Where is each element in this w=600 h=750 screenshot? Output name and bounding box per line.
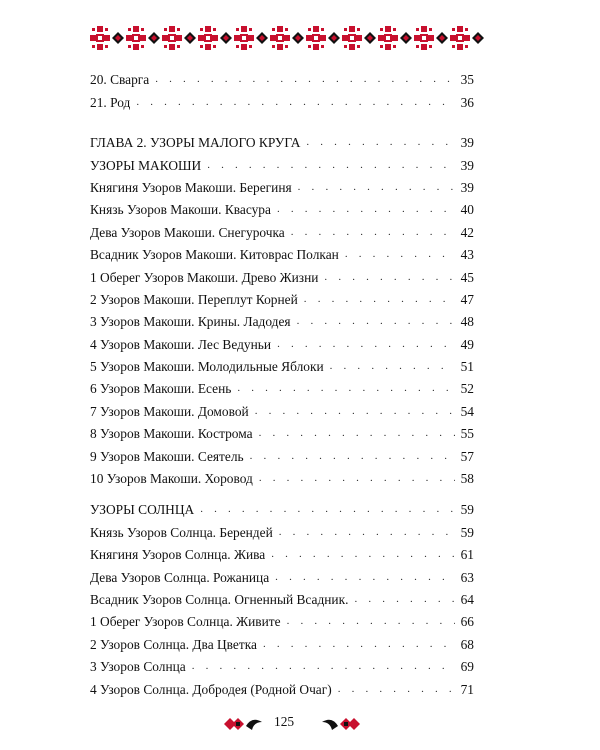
entry-title: 5 Узоров Макоши. Молодильные Яблоки [90,359,324,375]
toc-entry[interactable] [90,541,474,563]
entry-title: Княгиня Узоров Солнца. Жива [90,547,266,563]
dot-leader [277,204,455,215]
entry-title: 21. Род [90,94,131,110]
entry-page: 69 [460,659,474,675]
dot-leader [306,137,455,148]
entry-title: 9 Узоров Макоши. Сеятель [90,448,244,464]
entry-page: 48 [460,314,474,330]
dot-leader [250,451,455,462]
toc-entry[interactable] [90,196,474,218]
entry-title: Княгиня Узоров Макоши. Берегиня [90,179,292,195]
section-title: УЗОРЫ СОЛНЦА [90,502,195,518]
dot-leader [263,639,455,650]
entry-page: 42 [460,224,474,240]
toc-entry[interactable] [90,218,474,240]
table-of-contents [90,66,474,698]
toc-entry[interactable] [90,263,474,285]
entry-title: Князь Узоров Солнца. Берендей [90,524,273,540]
toc-entry[interactable] [90,465,474,487]
entry-page: 39 [460,135,474,151]
dot-leader [279,527,455,538]
dot-leader [192,661,455,672]
toc-entry[interactable] [90,442,474,464]
entry-page: 36 [460,94,474,110]
toc-entry[interactable] [90,241,474,263]
entry-page: 39 [460,157,474,173]
entry-page: 54 [460,403,474,419]
entry-page: 49 [460,336,474,352]
toc-entry[interactable] [90,397,474,419]
dot-leader [237,383,455,394]
dot-leader [298,182,455,193]
toc-entry[interactable] [90,88,474,110]
dot-leader [287,616,455,627]
dot-leader [200,504,455,515]
entry-page: 61 [460,547,474,563]
entry-page: 47 [460,291,474,307]
toc-entry[interactable] [90,653,474,675]
entry-page: 58 [460,471,474,487]
dot-leader [136,97,455,108]
entry-title: 1 Оберег Узоров Солнца. Живите [90,614,281,630]
toc-entry[interactable] [90,586,474,608]
entry-title: 2 Узоров Макоши. Переплут Корней [90,291,298,307]
dot-leader [338,684,455,695]
entry-page: 59 [460,502,474,518]
entry-page: 35 [460,72,474,88]
entry-title: 6 Узоров Макоши. Есень [90,381,232,397]
entry-page: 52 [460,381,474,397]
spacer [90,111,474,129]
dot-leader [324,272,455,283]
entry-title: Всадник Узоров Солнца. Огненный Всадник. [90,591,349,607]
entry-page: 43 [460,247,474,263]
dot-leader [155,74,455,85]
toc-entry[interactable] [90,353,474,375]
entry-page: 55 [460,426,474,442]
ornament-row [90,26,484,50]
toc-entry[interactable] [90,563,474,585]
entry-page: 57 [460,448,474,464]
entry-page: 63 [460,569,474,585]
toc-entry[interactable] [90,286,474,308]
footer-flower-left-icon [224,718,262,730]
toc-entry[interactable] [90,608,474,630]
entry-title: 2 Узоров Солнца. Два Цветка [90,636,257,652]
toc-entry[interactable] [90,174,474,196]
entry-page: 68 [460,636,474,652]
entry-page: 51 [460,359,474,375]
entry-title: Всадник Узоров Макоши. Китоврас Полкан [90,247,339,263]
entry-title: 20. Сварга [90,72,150,88]
page-number: 125 [274,714,295,729]
toc-entry[interactable] [90,675,474,697]
toc-entry[interactable] [90,518,474,540]
entry-title: 3 Узоров Макоши. Крины. Ладодея [90,314,291,330]
entry-page: 66 [460,614,474,630]
spacer [90,487,474,496]
entry-page: 59 [460,524,474,540]
dot-leader [259,473,455,484]
entry-title: 10 Узоров Макоши. Хоровод [90,471,253,487]
chapter-heading[interactable] [90,129,474,151]
toc-entry[interactable] [90,330,474,352]
dot-leader [291,227,455,238]
toc-entry[interactable] [90,308,474,330]
top-ornament-border [88,24,484,52]
dot-leader [207,160,455,171]
toc-entry[interactable] [90,420,474,442]
section-title: УЗОРЫ МАКОШИ [90,157,202,173]
dot-leader [259,428,455,439]
dot-leader [271,549,455,560]
section-heading-makosh[interactable] [90,151,474,173]
entry-title: 7 Узоров Макоши. Домовой [90,403,249,419]
toc-entry[interactable] [90,630,474,652]
entry-title: Дева Узоров Макоши. Снегурочка [90,224,285,240]
entry-title: Князь Узоров Макоши. Квасура [90,202,271,218]
entry-title: 8 Узоров Макоши. Кострома [90,426,253,442]
dot-leader [330,361,455,372]
entry-page: 64 [460,591,474,607]
toc-entry[interactable] [90,375,474,397]
dot-leader [277,339,455,350]
dot-leader [345,249,455,260]
section-heading-solntsa[interactable] [90,496,474,518]
entry-title: Дева Узоров Солнца. Рожаница [90,569,270,585]
entry-page: 71 [460,681,474,697]
dot-leader [354,594,455,605]
toc-entry[interactable] [90,66,474,88]
entry-title: 4 Узоров Макоши. Лес Ведуньи [90,336,272,352]
entry-title: 4 Узоров Солнца. Добродея (Родной Очаг) [90,681,332,697]
dot-leader [275,572,455,583]
footer-flower-right-icon [322,718,360,730]
entry-title: 1 Оберег Узоров Макоши. Древо Жизни [90,269,319,285]
dot-leader [304,294,455,305]
entry-page: 45 [460,269,474,285]
entry-page: 39 [460,179,474,195]
dot-leader [297,316,455,327]
entry-page: 40 [460,202,474,218]
entry-title: 3 Узоров Солнца [90,659,186,675]
chapter-title: ГЛАВА 2. УЗОРЫ МАЛОГО КРУГА [90,135,301,151]
dot-leader [255,406,455,417]
